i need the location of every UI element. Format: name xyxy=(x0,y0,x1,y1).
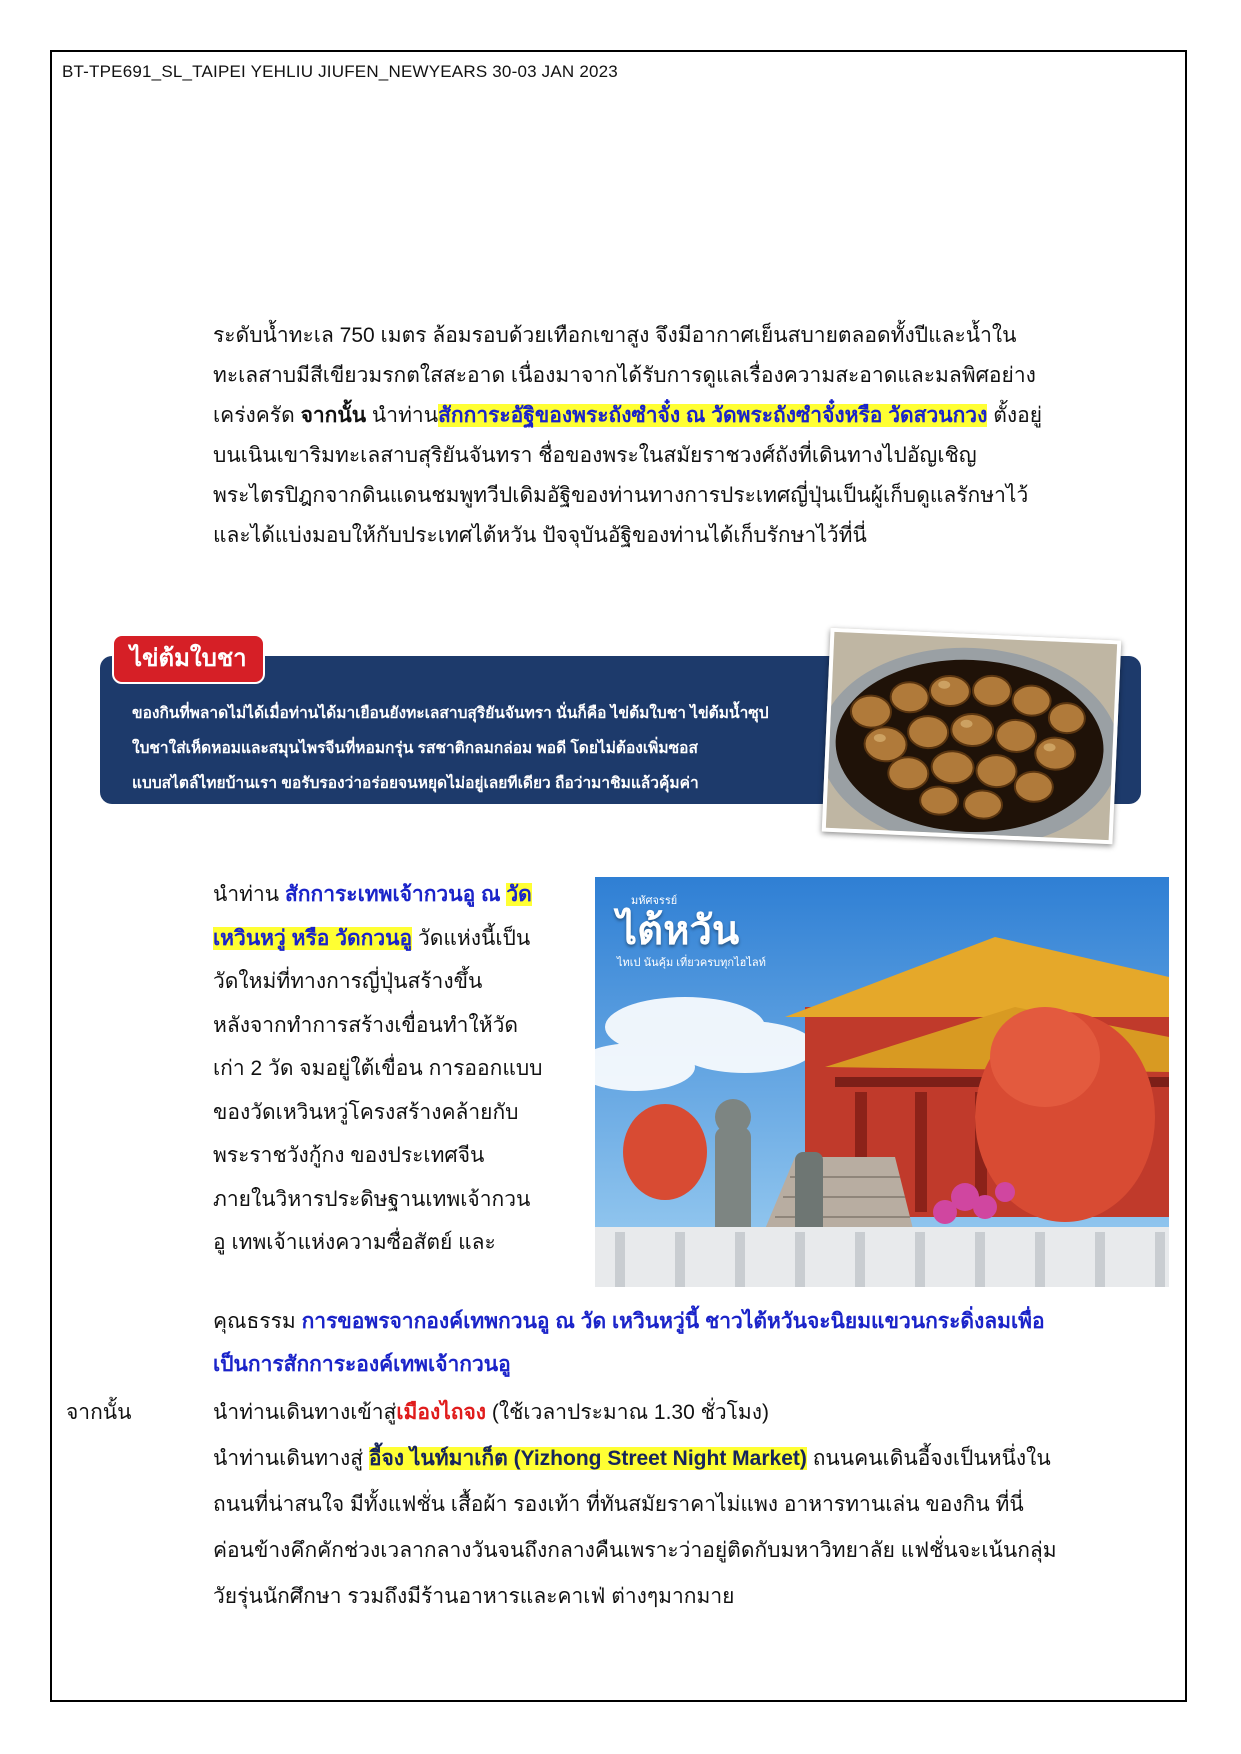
temple-line-2-post: วัดแห่งนี้เป็น xyxy=(412,926,531,950)
temple-line-10-pre: คุณธรรม xyxy=(213,1310,302,1333)
taichung-city: เมืองไถจง xyxy=(396,1401,487,1424)
tea-egg-line-2: ใบชาใส่เห็ดหอมและสมุนไพรจีนที่หอมกรุ่น รสชาติกลมกล่อม พอดี โดยไม่ต้องเพิ่มซอส xyxy=(132,740,698,757)
intro-line-2: ทะเลสาบมีสีเขียวมรกตใสสะอาด เนื่องมาจากได้รับการดูแลเรื่องความสะอาดและมลพิศอย่าง xyxy=(213,364,1036,387)
tea-egg-illustration xyxy=(826,632,1117,840)
temple-line-3: วัดใหม่ที่ทางการญี่ปุ่นสร้างขึ้น xyxy=(213,970,483,993)
temple-name-part1: วัด xyxy=(506,883,532,906)
intro-paragraph xyxy=(213,316,1170,556)
tea-egg-text xyxy=(132,696,832,801)
temple-line-7: พระราชวังกู้กง ของประเทศจีน xyxy=(213,1144,485,1167)
next-line-2-pre: นำท่านเดินทางสู่ xyxy=(213,1447,369,1470)
next-line-4: ค่อนข้างคึกคักช่วงเวลากลางวันจนถึงกลางคืนเพราะว่าอยู่ติดกับมหาวิทยาลัย แฟชั่นจะเน้นกลุ่ม xyxy=(213,1539,1057,1562)
temple-photo xyxy=(595,877,1169,1287)
temple-blessing: การขอพรจากองค์เทพกวนอู ณ วัด เหวินหวู่นี้ ชาวไต้หวันจะนิยมแขวนกระดิ่งลมเพื่อ xyxy=(301,1310,1045,1333)
next-line-1-post: (ใช้เวลาประมาณ 1.30 ชั่วโมง) xyxy=(486,1401,770,1424)
temple-line-11: เป็นการสักการะองค์เทพเจ้ากวนอู xyxy=(213,1353,511,1376)
logo-small-text: มหัศจรรย์ xyxy=(631,895,678,907)
tea-egg-line-3: แบบสไตล์ไทยบ้านเรา ขอรับรองว่าอร่อยจนหยุดไม่อยู่เลยทีเดียว ถือว่ามาชิมแล้วคุ้มค่า xyxy=(132,775,699,792)
intro-line-3-pre: เคร่งครัด xyxy=(213,404,301,427)
tea-egg-photo xyxy=(822,628,1122,844)
temple-line-9: อู เทพเจ้าแห่งความซื่อสัตย์ และ xyxy=(213,1231,496,1254)
tea-egg-line-1: ของกินที่พลาดไม่ได้เมื่อท่านได้มาเยือนยังทะเลสาบสุริยันจันทรา นั่นก็คือ ไข่ต้มใบชา ไข่ต้มน้ำซุป xyxy=(132,705,769,722)
temple-line-1-pre: นำท่าน xyxy=(213,883,285,906)
document-header: BT-TPE691_SL_TAIPEI YEHLIU JIUFEN_NEWYEARS 30-03 JAN 2023 xyxy=(62,62,618,81)
intro-line-3-post: ตั้งอยู่ xyxy=(987,404,1043,427)
temple-line-6: ของวัดเหวินหวู่โครงสร้างคล้ายกับ xyxy=(213,1100,519,1124)
intro-line-1: ระดับน้ำทะเล 750 เมตร ล้อมรอบด้วยเทือกเขาสูง จึงมีอากาศเย็นสบายตลอดทั้งปีและน้ำใน xyxy=(213,324,1017,347)
logo-subtitle: ไทเป นันคุ้ม เที่ยวครบทุกไฮไลท์ xyxy=(617,957,766,969)
temple-photo-logo xyxy=(617,891,766,971)
intro-line-4: บนเนินเขาริมทะเลสาบสุริยันจันทรา ชื่อของพระในสมัยราชวงศ์ถังที่เดินทางไปอัญเชิญ xyxy=(213,444,977,467)
night-market-paragraph xyxy=(213,1390,1170,1620)
temple-line-4: หลังจากทำการสร้างเขื่อนทำให้วัด xyxy=(213,1013,519,1037)
next-line-1-pre: นำท่านเดินทางเข้าสู่ xyxy=(213,1401,397,1424)
temple-line-5: เก่า 2 วัด จมอยู่ใต้เขื่อน การออกแบบ xyxy=(213,1057,543,1080)
next-line-5: วัยรุ่นนักศึกษา รวมถึงมีร้านอาหารและคาเฟ่ ต่างๆมากมาย xyxy=(213,1585,735,1608)
intro-line-3 xyxy=(213,396,1170,436)
next-line-2-post: ถนนคนเดินอี้จงเป็นหนึ่งใน xyxy=(806,1447,1051,1470)
temple-line-10 xyxy=(213,1300,1170,1343)
next-line-2 xyxy=(213,1436,1170,1482)
intro-line-5: พระไตรปิฎกจากดินแดนชมพูทวีปเดิมอัฐิของท่านทางการประเทศญี่ปุ่นเป็นผู้เก็บดูแลรักษาไว้ xyxy=(213,484,1029,507)
temple-line-1 xyxy=(213,873,580,917)
night-market-name: อี้จง ไนท์มาเก็ต (Yizhong Street Night Market) xyxy=(368,1447,807,1470)
intro-highlight-temple: สักการะอัฐิของพระถังซำจั๋ง ณ วัดพระถังซำจั๋งหรือ วัดสวนกวง xyxy=(438,404,988,427)
intro-line-6: และได้แบ่งมอบให้กับประเทศไต้หวัน ปัจจุบันอัฐิของท่านได้เก็บรักษาไว้ที่นี่ xyxy=(213,524,867,547)
temple-line-2 xyxy=(213,917,580,961)
temple-name-part2: เหวินหวู่ หรือ วัดกวนอู xyxy=(213,926,413,950)
then-label: จากนั้น xyxy=(66,1401,132,1424)
next-line-1 xyxy=(213,1390,1170,1436)
temple-paragraph-cont xyxy=(213,1300,1170,1386)
tea-egg-tag: ไข่ต้มใบชา xyxy=(112,634,265,684)
logo-title: ไต้หวัน xyxy=(617,909,740,953)
temple-guan-yu: สักการะเทพเจ้ากวนอู ณ xyxy=(284,883,507,906)
temple-paragraph xyxy=(213,873,580,1265)
intro-then: จากนั้น xyxy=(300,404,367,427)
temple-line-8: ภายในวิหารประดิษฐานเทพเจ้ากวน xyxy=(213,1187,531,1211)
intro-line-3-mid: นำท่าน xyxy=(366,404,439,427)
next-line-3: ถนนที่น่าสนใจ มีทั้งแฟชั่น เสื้อผ้า รองเท้า ที่ทันสมัยราคาไม่แพง อาหารทานเล่น ของกิน ที่นี่ xyxy=(213,1493,1024,1516)
